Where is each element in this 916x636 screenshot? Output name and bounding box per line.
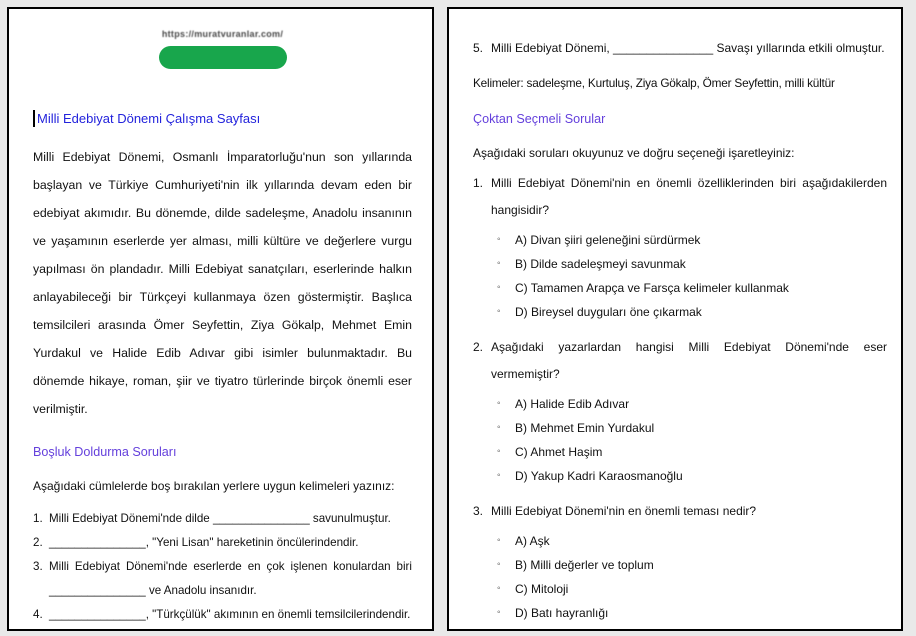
logo-url-text: https://muratvuranlar.com/: [161, 29, 284, 39]
mc-question-2: [473, 334, 887, 488]
question-text: Aşağıdaki yazarlardan hangisi Milli Edebiyat Dönemi'nde eser vermemiştir?: [491, 340, 887, 381]
fill-item-3: [33, 555, 412, 603]
document-page-1[interactable]: [7, 7, 434, 631]
option-bullet-icon: ◦: [497, 607, 501, 618]
option-bullet-icon: ◦: [497, 398, 501, 409]
mc-question-3: [473, 498, 887, 625]
options-list: [495, 228, 887, 324]
document-page-2[interactable]: [447, 7, 903, 631]
option-label: A) Halide Edib Adıvar: [515, 397, 630, 411]
option-label: C) Tamamen Arapça ve Farsça kelimeler kullanmak: [515, 281, 789, 295]
item-text: _______________, "Türkçülük" akımının en önemli temsilcilerindendir.: [49, 608, 411, 621]
option-bullet-icon: ◦: [497, 559, 501, 570]
question-text: Milli Edebiyat Dönemi'nin en önemli özelliklerinden biri aşağıdakilerden hangisidir?: [491, 176, 887, 217]
multiple-choice-instruction: Aşağıdaki soruları okuyunuz ve doğru seçeneği işaretleyiniz:: [473, 146, 795, 160]
option-bullet-icon: ◦: [497, 446, 501, 457]
options-list: [495, 529, 887, 625]
fill-in-instruction: Aşağıdaki cümlelerde boş bırakılan yerlere uygun kelimeleri yazınız:: [33, 479, 395, 493]
item-number: 3.: [33, 560, 43, 573]
question-number: 1.: [473, 176, 484, 190]
option-bullet-icon: ◦: [497, 535, 501, 546]
page-title: Milli Edebiyat Dönemi Çalışma Sayfası: [37, 111, 261, 126]
question-text: Milli Edebiyat Dönemi'nin en önemli teması nedir?: [491, 504, 757, 518]
section-heading-fill-in: Boşluk Doldurma Soruları: [33, 445, 177, 459]
option-bullet-icon: ◦: [497, 258, 501, 269]
question-number: 3.: [473, 504, 484, 518]
fill-item-5: [473, 35, 887, 62]
option-label: A) Aşk: [515, 534, 550, 548]
option-label: B) Dilde sadeleşmeyi savunmak: [515, 257, 686, 271]
fill-item-4: [33, 603, 412, 627]
item-text: Milli Edebiyat Dönemi, _______________ Savaşı yıllarında etkili olmuştur.: [491, 41, 885, 55]
logo-green-pill: [159, 46, 287, 69]
item-text: _______________, "Yeni Lisan" hareketinin öncülerindendir.: [49, 536, 359, 549]
option-bullet-icon: ◦: [497, 282, 501, 293]
option-row: [495, 300, 887, 324]
option-row: [495, 252, 887, 276]
fill-item-2: [33, 531, 412, 555]
question-number: 2.: [473, 340, 484, 354]
item-number: 1.: [33, 512, 43, 525]
option-row: [495, 601, 887, 625]
option-bullet-icon: ◦: [497, 306, 501, 317]
option-bullet-icon: ◦: [497, 422, 501, 433]
option-row: [495, 529, 887, 553]
option-row: [495, 553, 887, 577]
fill-in-list: [33, 507, 412, 627]
option-label: D) Batı hayranlığı: [515, 606, 609, 620]
option-row: [495, 228, 887, 252]
text-cursor: [33, 110, 35, 127]
option-row: [495, 464, 887, 488]
option-bullet-icon: ◦: [497, 470, 501, 481]
option-label: A) Divan şiiri geleneğini sürdürmek: [515, 233, 701, 247]
option-label: C) Mitoloji: [515, 582, 569, 596]
item-number: 2.: [33, 536, 43, 549]
item-text: Milli Edebiyat Dönemi'nde dilde _______________ savunulmuştur.: [49, 512, 391, 525]
option-label: B) Mehmet Emin Yurdakul: [515, 421, 655, 435]
item-text: Milli Edebiyat Dönemi'nde eserlerde en çok işlenen konulardan biri _______________ ve Anadolu insanıdır.: [49, 560, 412, 597]
option-bullet-icon: ◦: [497, 234, 501, 245]
option-label: D) Bireysel duyguları öne çıkarmak: [515, 305, 702, 319]
option-row: [495, 416, 887, 440]
intro-paragraph: Milli Edebiyat Dönemi, Osmanlı İmparatorluğu'nun son yıllarında başlayan ve Türkiye Cumhuriyeti'nin ilk yıllarında devam eden bir edebiyat akımıdır. Bu dönemde, dilde sadeleşme, Anadolu insanının ve yaşamının eserlerde yer alması, milli kültüre ve değerlere vurgu yapılması ön plandadır. Milli Edebiyat sanatçıları, eserlerinde halkın anlayabileceği bir Türkçeyi kullanmaya özen göstermiştir. Başlıca temsilcileri arasında Ömer Seyfettin, Ziya Gökalp, Mehmet Emin Yurdakul ve Halide Edib Adıvar gibi isimler bulunmaktadır. Bu dönemde hikaye, roman, şiir ve tiyatro türlerinde birçok önemli eser verilmiştir.: [33, 150, 412, 416]
option-row: [495, 577, 887, 601]
option-bullet-icon: ◦: [497, 583, 501, 594]
options-list: [495, 392, 887, 488]
option-row: [495, 440, 887, 464]
site-logo: [33, 29, 412, 74]
option-row: [495, 392, 887, 416]
word-bank-line: Kelimeler: sadeleşme, Kurtuluş, Ziya Gökalp, Ömer Seyfettin, milli kültür: [473, 76, 835, 90]
item-number: 4.: [33, 608, 43, 621]
option-label: D) Yakup Kadri Karaosmanoğlu: [515, 469, 683, 483]
option-row: [495, 276, 887, 300]
option-label: C) Ahmet Haşim: [515, 445, 603, 459]
option-label: B) Milli değerler ve toplum: [515, 558, 654, 572]
fill-item-1: [33, 507, 412, 531]
item-number: 5.: [473, 41, 484, 55]
mc-question-1: [473, 170, 887, 324]
section-heading-multiple-choice: Çoktan Seçmeli Sorular: [473, 112, 606, 126]
